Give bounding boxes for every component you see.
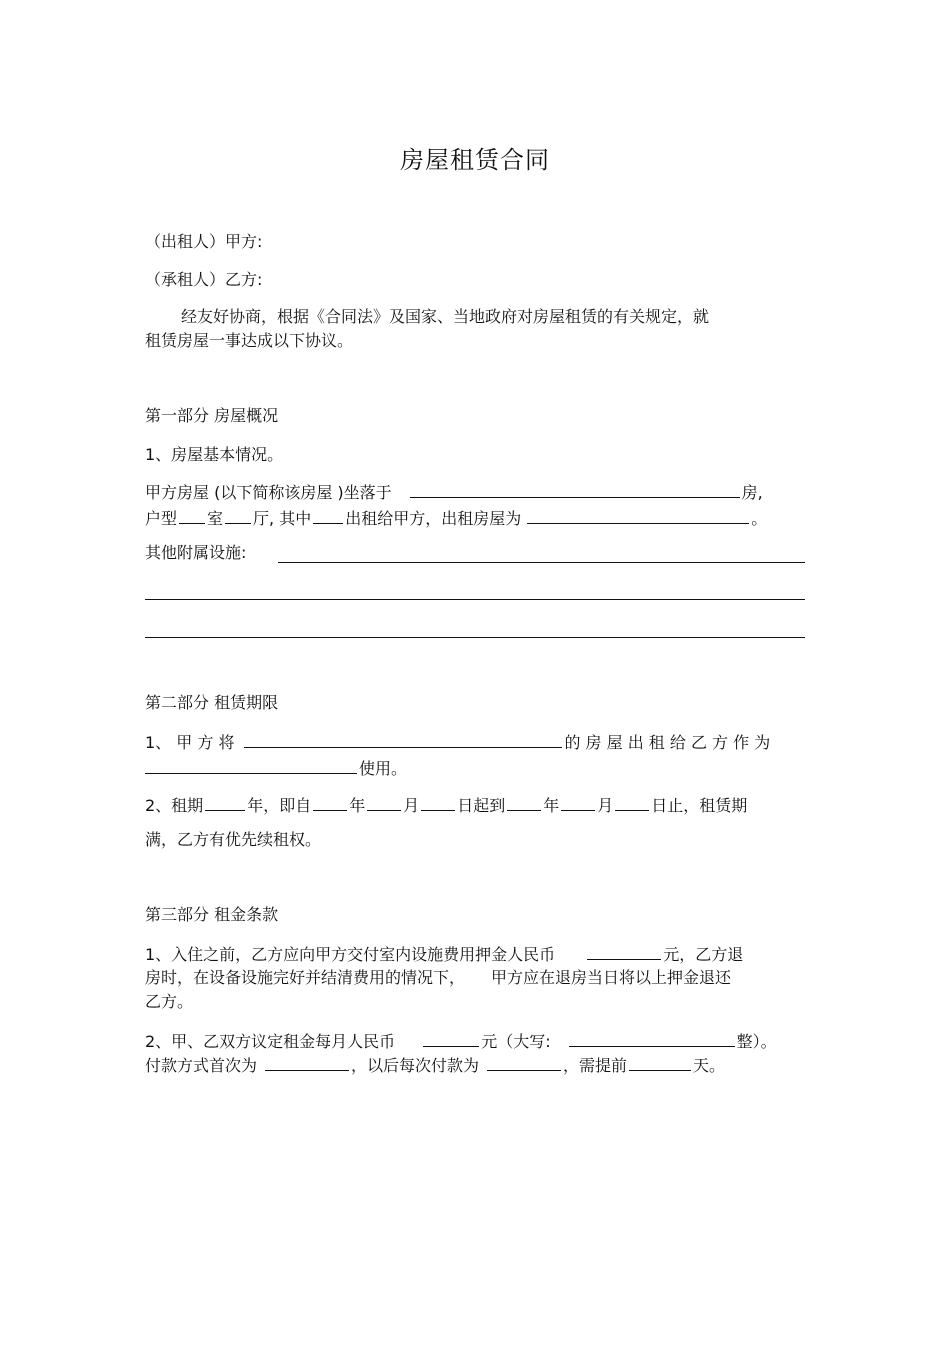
preamble-line-2: 租赁房屋一事达成以下协议。 <box>145 331 354 350</box>
part1-layout-line <box>145 507 767 530</box>
rented-house-suffix: 。 <box>751 509 768 528</box>
end-year-blank[interactable] <box>507 794 541 811</box>
first-payment-blank[interactable] <box>265 1054 349 1071</box>
part3-item1-line1 <box>145 943 743 966</box>
part2-item1-line2 <box>145 757 407 780</box>
deposit-label: 1、入住之前，乙方应向甲方交付室内设施费用押金人民币 <box>145 945 556 964</box>
end-month-label: 月 <box>597 796 614 815</box>
part1-address-line <box>145 481 763 504</box>
lease-purpose-blank[interactable] <box>145 757 357 774</box>
facilities-label: 其他附属设施: <box>145 543 247 562</box>
lease-purpose-suffix: 使用。 <box>359 759 408 778</box>
part2-item1-line1 <box>145 731 770 754</box>
term-from-label: 年，即自 <box>247 796 312 815</box>
rented-portion-blank[interactable] <box>313 507 343 524</box>
address-label: 甲方房屋 (以下简称该房屋 )坐落于 <box>145 483 392 502</box>
start-month-blank[interactable] <box>367 794 401 811</box>
halls-suffix: 厅, 其中 <box>253 509 312 528</box>
part2-item2-line2: 满，乙方有优先续租权。 <box>145 830 322 849</box>
later-payment-blank[interactable] <box>487 1054 561 1071</box>
part3-item1-line3: 乙方。 <box>145 992 194 1011</box>
rented-house-blank[interactable] <box>527 507 749 524</box>
part3-item2-line2 <box>145 1054 725 1077</box>
halls-blank[interactable] <box>225 507 251 524</box>
part3-item1-line2 <box>145 967 731 989</box>
rented-portion-suffix: 出租给甲方，出租房屋为 <box>345 509 522 528</box>
lease-item1-label: 1、 甲 方 将 <box>145 733 235 752</box>
advance-days-suffix: 天。 <box>693 1056 726 1075</box>
document-title: 房屋租赁合同 <box>400 146 550 174</box>
start-day-label: 日起到 <box>457 796 506 815</box>
deposit-suffix: 元，乙方退 <box>663 945 744 964</box>
part3-heading: 第三部分 租金条款 <box>145 905 279 924</box>
start-day-blank[interactable] <box>421 794 455 811</box>
part2-heading: 第二部分 租赁期限 <box>145 693 279 712</box>
start-year-blank[interactable] <box>313 794 347 811</box>
lease-purpose-label: 的 房 屋 出 租 给 乙 方 作 为 <box>564 733 771 752</box>
lessee-line: （承租人）乙方: <box>145 270 263 289</box>
later-payment-label: ，以后每次付款为 <box>351 1056 480 1075</box>
deposit-condition: 房时，在设备设施完好并结清费用的情况下， <box>145 968 466 987</box>
preamble-line-1: 经友好协商，根据《合同法》及国家、当地政府对房屋租赁的有关规定，就 <box>181 307 710 326</box>
end-day-label: 日止，租赁期 <box>651 796 748 815</box>
rent-capital-blank[interactable] <box>569 1030 735 1047</box>
rent-capital-suffix: 整）。 <box>736 1032 777 1051</box>
part1-item1: 1、房屋基本情况。 <box>145 445 284 464</box>
start-month-label: 月 <box>403 796 420 815</box>
advance-days-blank[interactable] <box>629 1054 691 1071</box>
rent-capital-label: 元（大写: <box>481 1032 551 1051</box>
term-label: 2、租期 <box>145 796 204 815</box>
part2-item2-line1 <box>145 794 747 817</box>
rent-label: 2、甲、乙双方议定租金每月人民币 <box>145 1032 396 1051</box>
facilities-blank-3[interactable] <box>145 637 805 638</box>
end-day-blank[interactable] <box>615 794 649 811</box>
term-years-blank[interactable] <box>205 794 245 811</box>
rooms-suffix: 室 <box>207 509 224 528</box>
facilities-blank-1[interactable] <box>278 562 805 563</box>
part3-item2-line1 <box>145 1030 777 1053</box>
end-month-blank[interactable] <box>561 794 595 811</box>
first-payment-label: 付款方式首次为 <box>145 1056 258 1075</box>
address-suffix: 房, <box>741 483 763 502</box>
advance-days-label: ，需提前 <box>563 1056 628 1075</box>
end-year-label: 年 <box>543 796 560 815</box>
address-blank[interactable] <box>410 481 740 498</box>
deposit-refund: 甲方应在退房当日将以上押金退还 <box>491 968 732 987</box>
deposit-amount-blank[interactable] <box>587 943 661 960</box>
lease-property-blank[interactable] <box>244 731 562 748</box>
part1-heading: 第一部分 房屋概况 <box>145 406 279 425</box>
lessor-line: （出租人）甲方: <box>145 232 263 251</box>
rent-amount-blank[interactable] <box>423 1030 479 1047</box>
layout-label: 户型 <box>145 509 178 528</box>
facilities-blank-2[interactable] <box>145 599 805 600</box>
rooms-blank[interactable] <box>179 507 205 524</box>
start-year-label: 年 <box>349 796 366 815</box>
